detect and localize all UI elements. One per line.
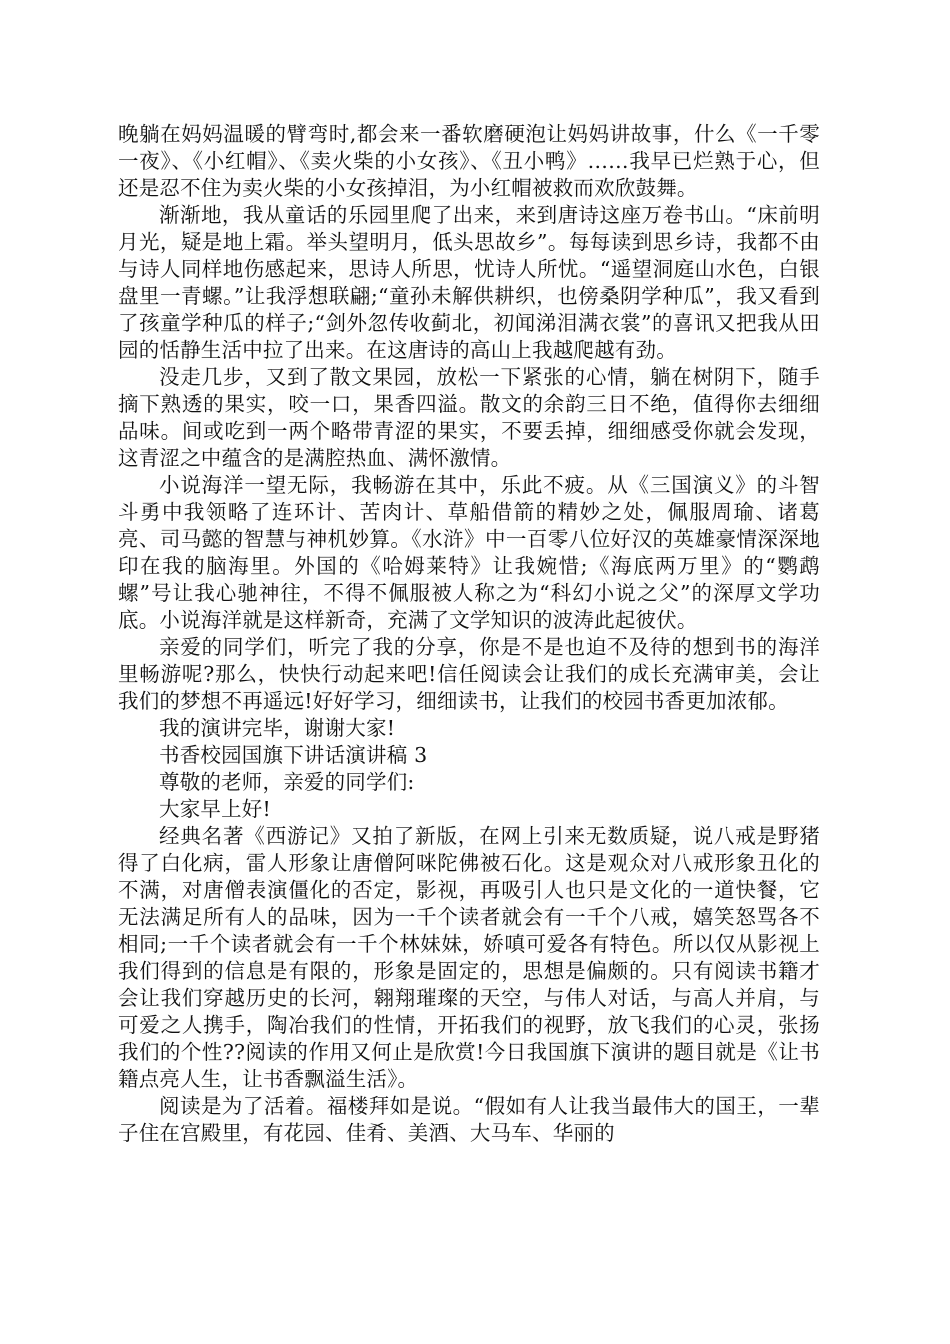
- paragraph-closing: 我的演讲完毕，谢谢大家!: [159, 716, 396, 740]
- document-body: [118, 121, 820, 1147]
- paragraph-reading-to-live: 阅读是为了活着。福楼拜如是说。“假如有人让我当最伟大的国王，一辈子住在宫殿里，有花园、佳肴、美酒、大马车、华丽的: [118, 1094, 820, 1145]
- paragraph-prose-orchard: 没走几步，又到了散文果园，放松一下紧张的心情，躺在树阴下，随手摘下熟透的果实，咬一口，果香四溢。散文的余韵三日不绝，值得你去细细品味。间或吃到一两个略带青涩的果实，不要丢掉，细细感受你就会发现，这青涩之中蕴含的是满腔热血、满怀激情。: [118, 365, 820, 470]
- paragraph-continued-story: 晚躺在妈妈温暖的臂弯时,都会来一番软磨硬泡让妈妈讲故事，什么《一千零一夜》、《小红帽》、《卖火柴的小女孩》、《丑小鸭》……我早已烂熟于心，但还是忍不住为卖火柴的小女孩掉泪，为小红帽被救而欢欣鼓舞。: [118, 122, 820, 200]
- paragraph-tang-poetry: 渐渐地，我从童话的乐园里爬了出来，来到唐诗这座万卷书山。“床前明月光，疑是地上霜。举头望明月，低头思故乡”。每每读到思乡诗，我都不由与诗人同样地伤感起来，思诗人所思，忧诗人所忧。“遥望洞庭山水色，白银盘里一青螺。”让我浮想联翩;“童孙未解供耕织，也傍桑阴学种瓜”，我又看到了孩童学种瓜的样子;“剑外忽传收蓟北，初闻涕泪满衣裳”的喜讯又把我从田园的恬静生活中拉了出来。在这唐诗的高山上我越爬越有劲。: [118, 203, 820, 362]
- paragraph-novel-ocean: 小说海洋一望无际，我畅游在其中，乐此不疲。从《三国演义》的斗智斗勇中我领略了连环计、苦肉计、草船借箭的精妙之处，佩服周瑜、诸葛亮、司马懿的智慧与神机妙算。《水浒》中一百零八位好汉的英雄豪情深深地印在我的脑海里。外国的《哈姆莱特》让我婉惜;《海底两万里》的“鹦鹉螺”号让我心驰神往，不得不佩服被人称之为“科幻小说之父”的深厚文学功底。小说海洋就是这样新奇，充满了文学知识的波涛此起彼伏。: [118, 473, 820, 632]
- paragraph-call-to-read: 亲爱的同学们，听完了我的分享，你是不是也迫不及待的想到书的海洋里畅游呢?那么，快快行动起来吧!信任阅读会让我们的成长充满审美，会让我们的梦想不再遥远!好好学习，细细读书，让我们的校园书香更加浓郁。: [118, 635, 820, 713]
- speech-title-3: 书香校园国旗下讲话演讲稿 3: [159, 743, 428, 767]
- salutation: 尊敬的老师，亲爱的同学们:: [159, 770, 415, 794]
- greeting: 大家早上好!: [159, 797, 271, 821]
- paragraph-journey-west: 经典名著《西游记》又拍了新版，在网上引来无数质疑，说八戒是野猪得了白化病，雷人形象让唐僧阿咪陀佛被石化。这是观众对八戒形象丑化的不满，对唐僧表演僵化的否定，影视，再吸引人也只是文化的一道快餐，它无法满足所有人的品味，因为一千个读者就会有一千个八戒，嬉笑怒骂各不相同;一千个读者就会有一千个林妹妹，娇嗔可爱各有特色。所以仅从影视上我们得到的信息是有限的，形象是固定的，思想是偏颇的。只有阅读书籍才会让我们穿越历史的长河，翱翔璀璨的天空，与伟人对话，与高人并肩，与可爱之人携手，陶冶我们的性情，开拓我们的视野，放飞我们的心灵，张扬我们的个性??阅读的作用又何止是欣赏!今日我国旗下演讲的题目就是《让书籍点亮人生，让书香飘溢生活》。: [118, 824, 820, 1091]
